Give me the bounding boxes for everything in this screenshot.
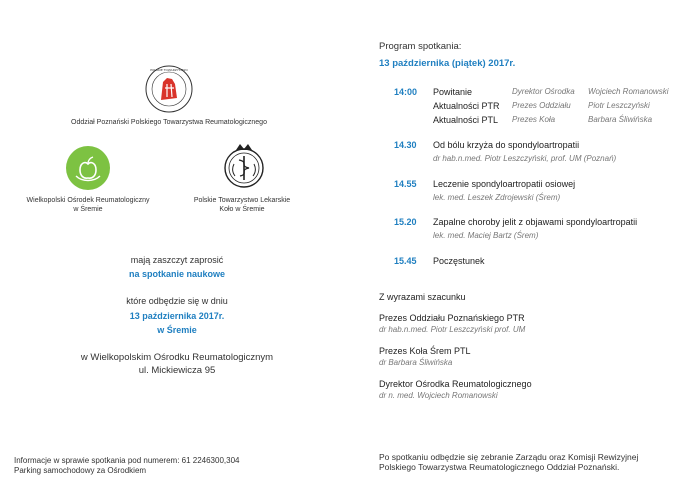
program-date: 13 października (piątek) 2017r. — [379, 58, 516, 69]
program-title: Program spotkania: — [379, 41, 462, 52]
talk-3-title: Zapalne choroby jelit z objawami spondyloartropatii — [433, 217, 638, 227]
ptl-logo — [222, 142, 266, 192]
invite-line-1: mają zaszczyt zaprosić — [130, 255, 224, 265]
refreshments-title: Poczęstunek — [433, 256, 485, 266]
talk-1-speaker: dr hab.n.med. Piotr Leszczyński, prof. UM (Poznań) — [433, 154, 617, 163]
wor-logo — [66, 146, 110, 190]
invite-place: w Śremie — [157, 325, 197, 335]
org-right-caption — [180, 196, 304, 214]
signature-1-role: Prezes Oddziału Poznańskiego PTR — [379, 313, 525, 323]
time-talk-2: 14.55 — [394, 179, 417, 189]
opening-item-2: Aktualności PTR — [433, 101, 500, 111]
org-left-line-2: w Śremie — [73, 206, 103, 213]
opening-role-2: Prezes Oddziału — [512, 101, 571, 110]
invite-line-3: które odbędzie się w dniu — [126, 296, 228, 306]
opening-person-2: Piotr Leszczyński — [588, 101, 650, 110]
time-opening: 14:00 — [394, 87, 418, 97]
phone-info: Informacje w sprawie spotkania pod numerem: 61 2246300,304 — [14, 456, 240, 465]
signature-1-name: dr hab.n.med. Piotr Leszczyński prof. UM — [379, 325, 526, 334]
time-talk-1: 14.30 — [394, 140, 417, 150]
ptr-logo-icon — [144, 64, 194, 114]
meeting-note-1: Po spotkaniu odbędzie się zebranie Zarządu oraz Komisji Rewizyjnej — [379, 452, 639, 462]
apple-logo-icon — [66, 146, 110, 190]
opening-person-1: Wojciech Romanowski — [588, 87, 669, 96]
opening-role-3: Prezes Koła — [512, 115, 556, 124]
org-left-caption — [20, 196, 156, 214]
opening-item-3: Aktualności PTL — [433, 115, 499, 125]
left-footer — [14, 456, 334, 476]
opening-person-3: Barbara Śliwińska — [588, 115, 653, 124]
talk-2-title: Leczenie spondyloartropatii osiowej — [433, 179, 576, 189]
ptr-logo — [144, 64, 194, 114]
talk-3-speaker: lek. med. Maciej Bartz (Śrem) — [433, 231, 539, 240]
invite-date: 13 października 2017r. — [129, 311, 225, 321]
right-footer — [379, 452, 694, 472]
org-right-line-1: Polskie Towarzystwo Lekarskie — [193, 197, 291, 204]
talk-2-speaker: lek. med. Leszek Zdrojewski (Śrem) — [433, 193, 561, 202]
crest-icon — [222, 142, 266, 192]
top-org-name: Oddział Poznański Polskiego Towarzystwa Reumatologicznego — [71, 119, 267, 126]
invite-event: na spotkanie naukowe — [128, 269, 226, 279]
org-left-line-1: Wielkopolski Ośrodek Reumatologiczny — [26, 197, 150, 204]
time-talk-3: 15.20 — [394, 217, 417, 227]
svg-text:POLSKIE TOWARZYSTWO: POLSKIE TOWARZYSTWO — [150, 68, 188, 72]
meeting-note-2: Polskiego Towarzystwa Reumatologicznego Oddział Poznański. — [379, 462, 620, 472]
address — [27, 351, 327, 377]
address-line-2: ul. Mickiewicza 95 — [138, 365, 216, 376]
regards: Z wyrazami szacunku — [379, 292, 466, 302]
signature-3-name: dr n. med. Wojciech Romanowski — [379, 391, 498, 400]
talk-1-title: Od bólu krzyża do spondyloartropatii — [433, 140, 580, 150]
address-line-1: w Wielkopolskim Ośrodku Reumatologicznym — [80, 352, 274, 363]
time-refreshments: 15.45 — [394, 256, 417, 266]
opening-role-1: Dyrektor Ośrodka — [512, 87, 575, 96]
parking-info: Parking samochodowy za Ośrodkiem — [14, 466, 147, 475]
org-right-line-2: Koło w Śremie — [219, 206, 265, 213]
signature-3-role: Dyrektor Ośrodka Reumatologicznego — [379, 379, 532, 389]
signature-2-role: Prezes Koła Śrem PTL — [379, 346, 471, 356]
opening-item-1: Powitanie — [433, 87, 473, 97]
signature-2-name: dr Barbara Śliwińska — [379, 358, 453, 367]
